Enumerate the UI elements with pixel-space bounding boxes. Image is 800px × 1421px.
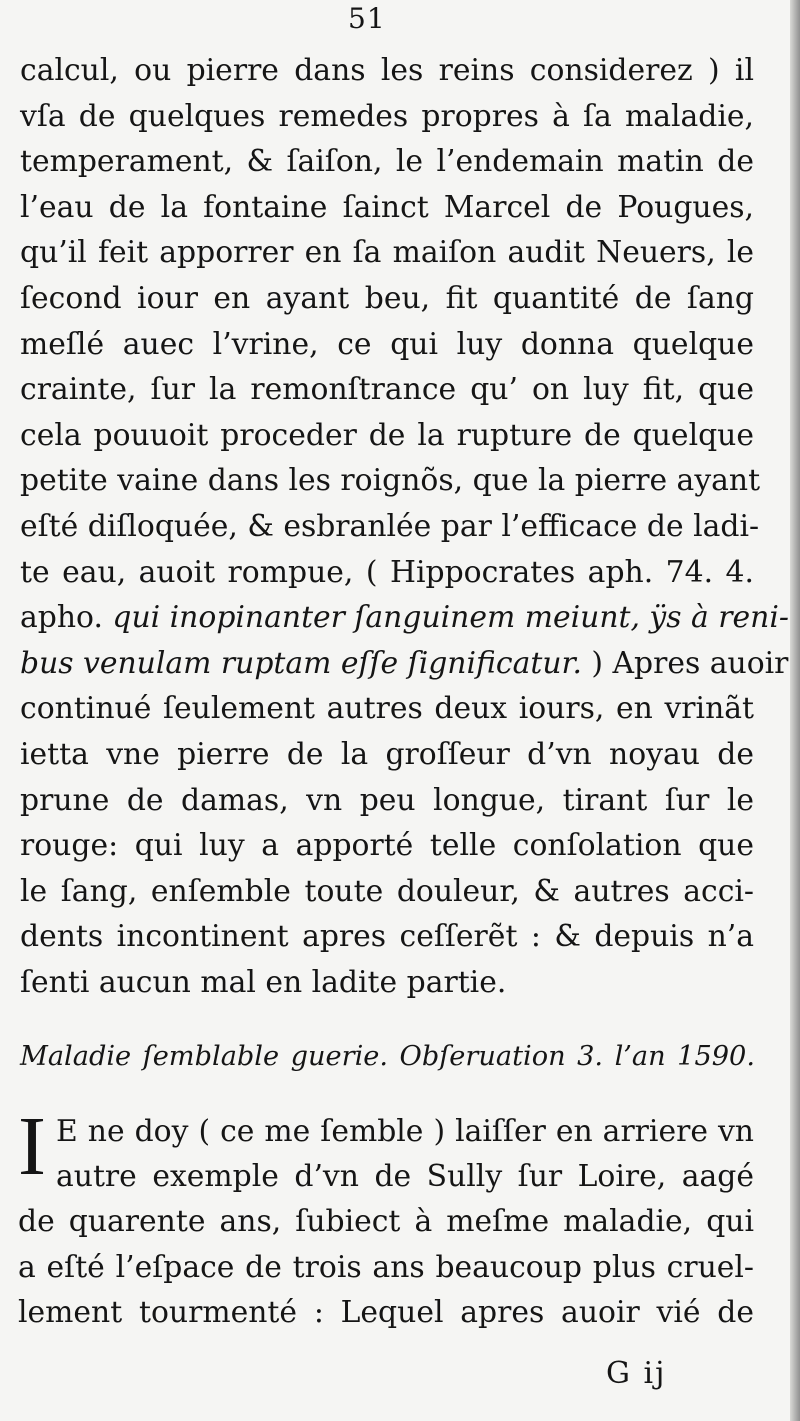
drop-cap: I: [18, 1100, 46, 1193]
text-line: dents incontinent apres ceſſerẽt : & depuis n’a: [20, 919, 754, 955]
text-line: continué ſeulement autres deux iours, en vrinãt: [20, 691, 754, 727]
section-paragraph: [18, 1100, 754, 1335]
section-text-line: a eſté l’eſpace de trois ans beaucoup plus cruel-: [18, 1249, 754, 1285]
text-line: vſa de quelques remedes propres à ſa maladie,: [20, 98, 754, 134]
text-line: meſlé auec l’vrine, ce qui luy donna quelque: [20, 326, 754, 362]
text-line: temperament, & ſaiſon, le l’endemain matin de: [20, 144, 754, 180]
text-line: qu’il feit apporrer en ſa maiſon audit Neuers, le: [20, 235, 754, 271]
text-line: te eau, auoit rompue, ( Hippocrates aph. 74. 4.: [20, 554, 754, 590]
italic-quotation: qui inopinanter ſanguinem meiunt, ÿs à reni-: [112, 600, 789, 636]
text-line: ſecond iour en ayant beu, fit quantité de ſang: [20, 280, 754, 316]
main-paragraph: [20, 48, 789, 1005]
text-line: eſté diſloquée, & esbranlée par l’efficace de ladi-: [20, 508, 760, 544]
mixed-text-line: [20, 641, 789, 687]
signature-mark: G ij: [606, 1356, 667, 1391]
section-heading: Maladie ſemblable guerie. Obſeruation 3. l’an 1590.: [20, 1041, 755, 1072]
section-text-line: lement tourmenté : Lequel apres auoir vié de: [18, 1294, 754, 1330]
line-suffix: ) Apres auoir: [591, 645, 789, 681]
section-text-line: autre exemple d’vn de Sully ſur Loire, aagé: [56, 1159, 754, 1195]
text-line: rouge: qui luy a apporté telle conſolation que: [20, 828, 754, 864]
page-edge-shadow: [790, 0, 800, 1421]
text-line: ietta vne pierre de la groſſeur d’vn noyau de: [20, 736, 754, 772]
line-prefix: apho.: [20, 600, 113, 636]
text-line: crainte, ſur la remonſtrance qu’ on luy fit, que: [20, 372, 754, 408]
text-line: petite vaine dans les roignõs, que la pierre ayant: [20, 463, 761, 499]
italic-quotation: bus venulam ruptam eſſe ſignificatur.: [20, 645, 592, 681]
text-line: cela pouuoit proceder de la rupture de quelque: [20, 417, 754, 453]
mixed-text-line: [20, 595, 789, 641]
text-line: ſenti aucun mal en ladite partie.: [20, 964, 507, 1000]
text-line: l’eau de la fontaine ſainct Marcel de Pougues,: [20, 189, 754, 225]
text-line: calcul, ou pierre dans les reins considerez ) il: [20, 53, 754, 88]
text-line: prune de damas, vn peu longue, tirant ſur le: [20, 782, 754, 818]
page-number: 51: [348, 2, 386, 35]
text-line: le ſang, enſemble toute douleur, & autres acci-: [20, 873, 754, 909]
section-text-line: de quarente ans, ſubiect à meſme maladie, qui: [18, 1204, 754, 1240]
section-text-line: E ne doy ( ce me ſemble ) laiſſer en arriere vn: [56, 1114, 754, 1149]
